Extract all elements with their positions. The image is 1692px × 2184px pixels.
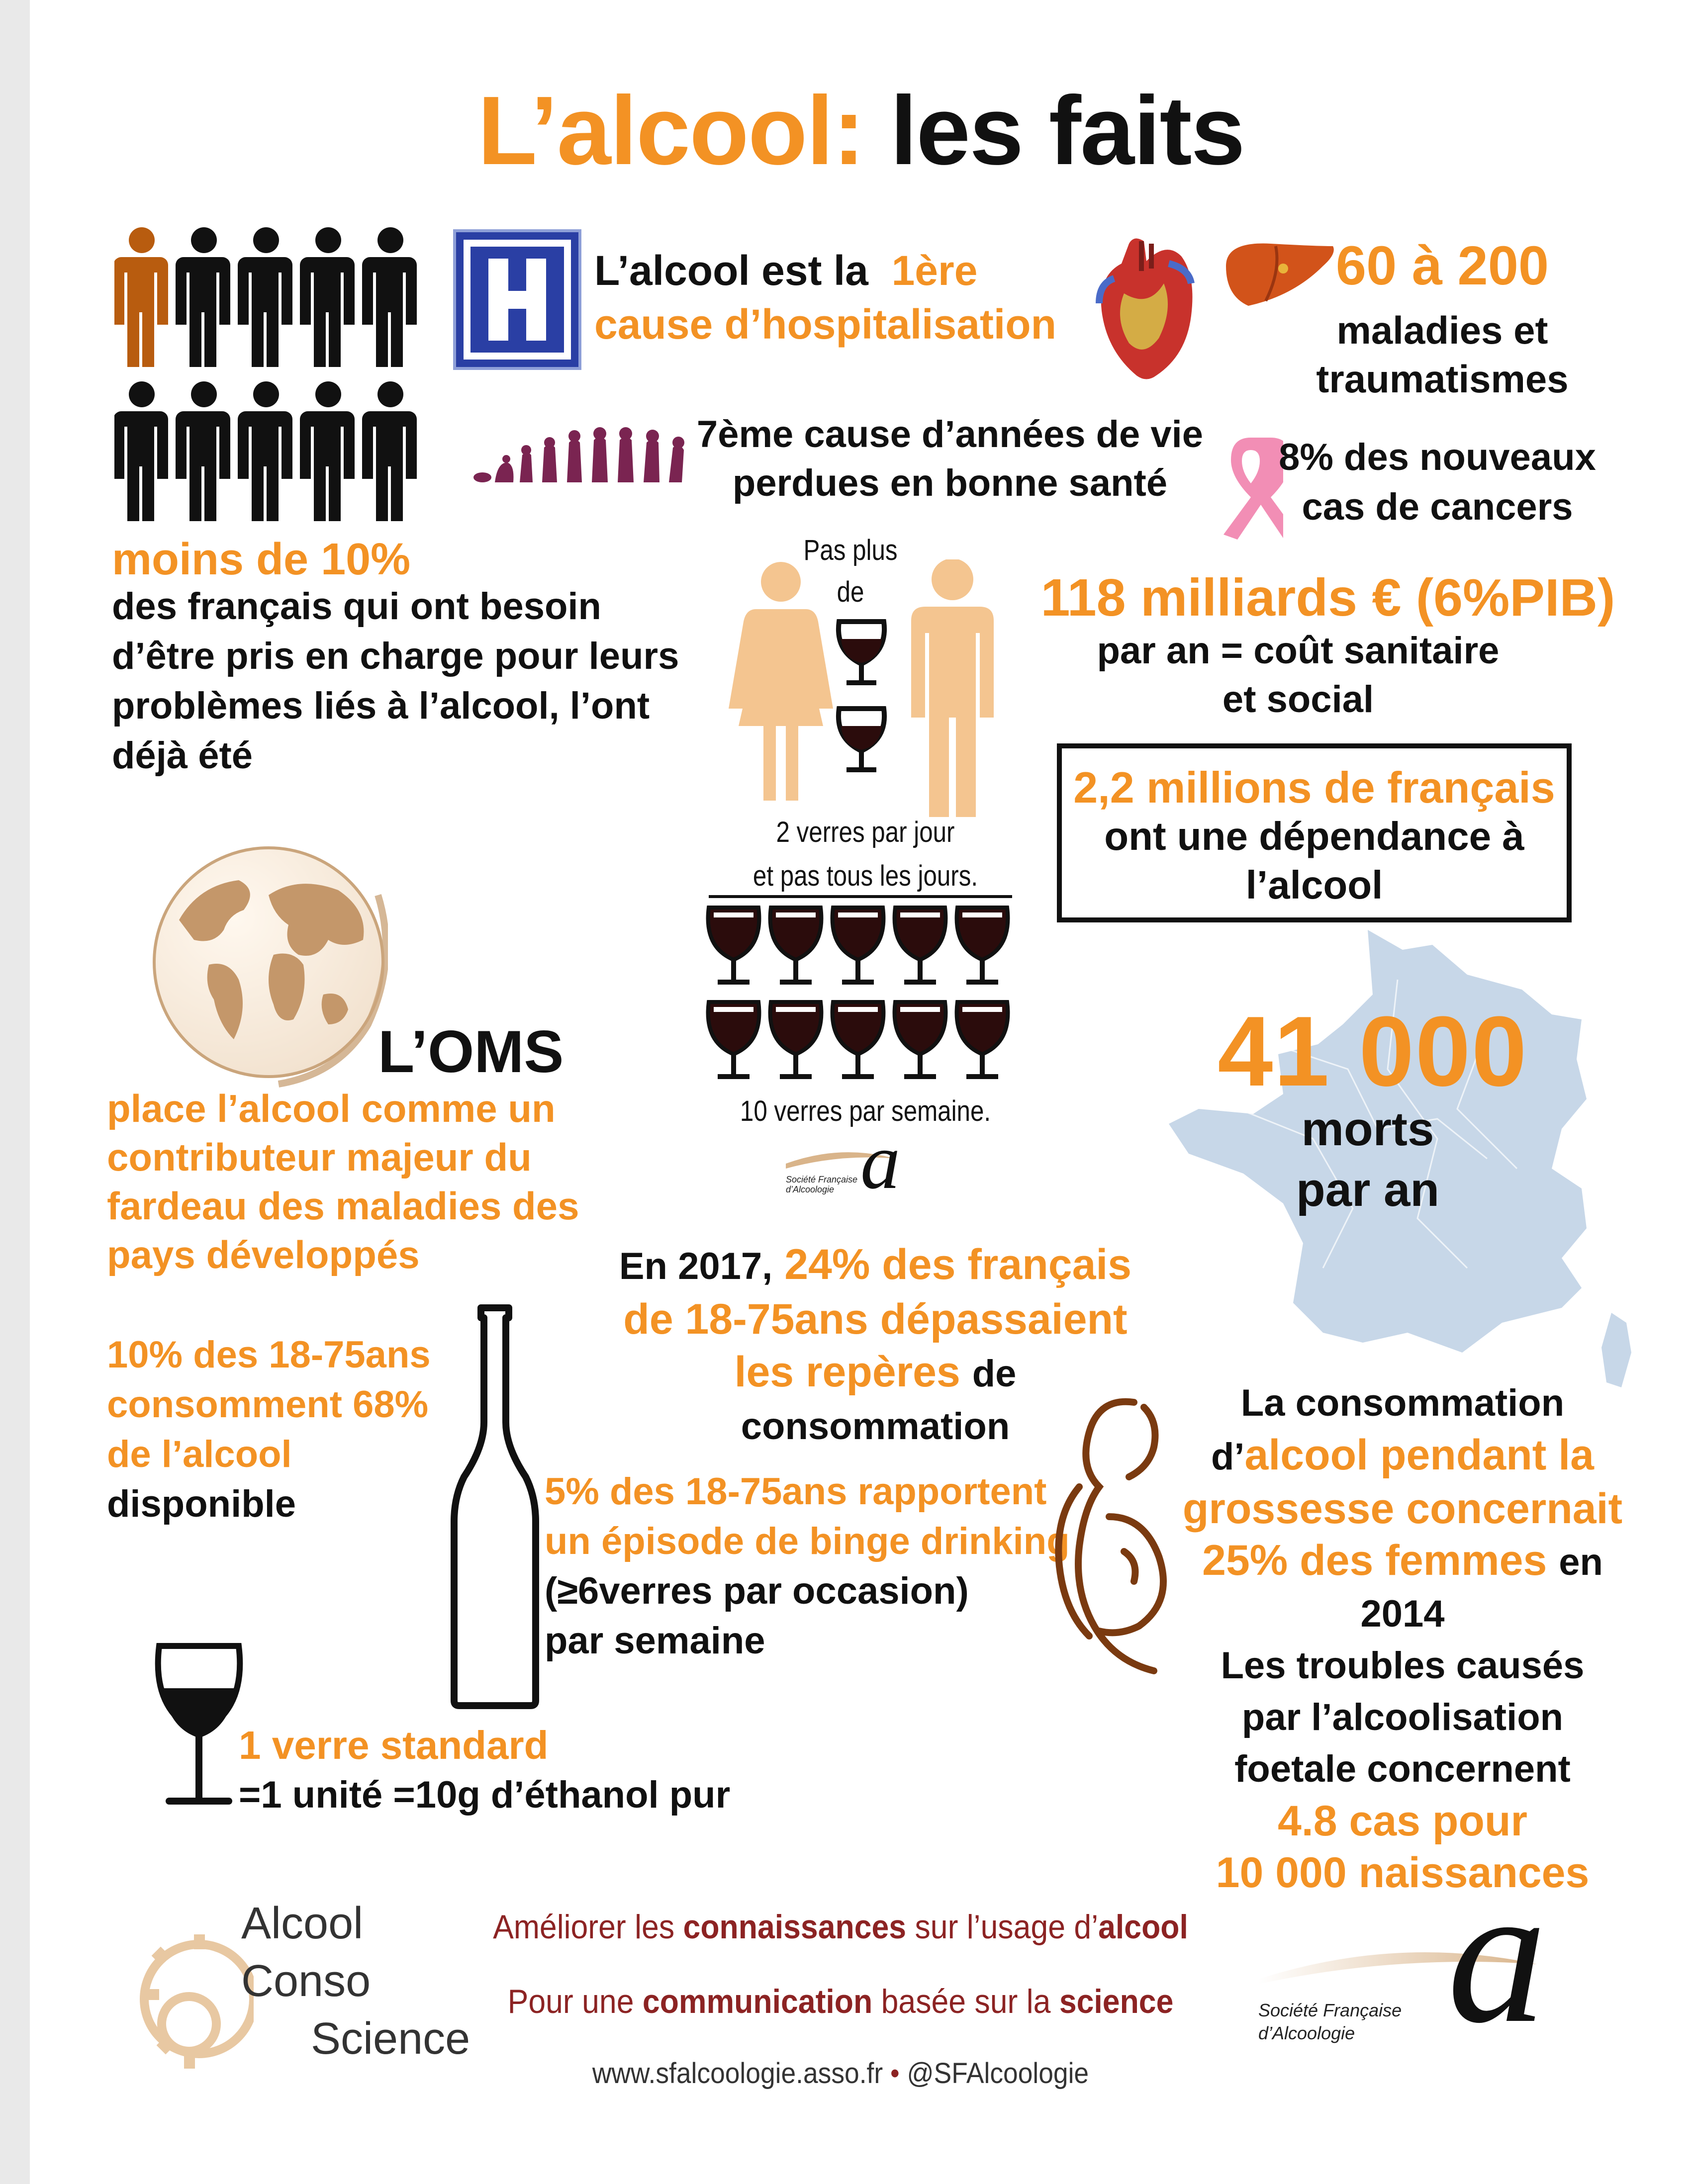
website-link[interactable]: www.sfalcoologie.asso.fr xyxy=(592,2057,883,2090)
tag2-b: communication xyxy=(642,1983,873,2020)
woman-man-glasses-icon xyxy=(724,559,1007,818)
cost-headline: 118 milliards € (6%PIB) xyxy=(1040,568,1615,627)
cost-line-2: et social xyxy=(1222,678,1374,721)
sfa-small-letter: a xyxy=(860,1117,900,1205)
tag2-d: science xyxy=(1059,1983,1174,2020)
hospital-line-1: L’alcool est la xyxy=(594,247,868,294)
diseases-range-text: 60 à 200 xyxy=(1335,235,1549,296)
care-line-2: d’être pris en charge pour leurs xyxy=(112,635,679,677)
pregnancy-prefix-2: d’ xyxy=(1211,1436,1245,1478)
consumption-text xyxy=(107,1330,431,1529)
deaths-line-1: morts xyxy=(1301,1102,1434,1156)
globe-icon xyxy=(149,835,388,1089)
diseases-range xyxy=(1303,234,1582,298)
reperes-prefix: En 2017, xyxy=(619,1245,773,1287)
cancer-line-1: 8% des nouveaux xyxy=(1279,436,1596,478)
life-years-text xyxy=(681,410,1219,508)
binge-text xyxy=(545,1467,1070,1666)
title-part-2: les faits xyxy=(890,76,1244,185)
guideline-divider xyxy=(709,895,1012,898)
guideline-bottom-1: 2 verres par jour xyxy=(776,816,955,848)
title-part-1: L’alcool: xyxy=(477,76,864,185)
consumption-line-1: 10% des 18-75ans xyxy=(107,1334,431,1376)
pregnancy-line-6: Les troubles causés xyxy=(1221,1644,1585,1687)
guideline-top-2: de xyxy=(837,576,864,608)
woman-figure xyxy=(729,562,833,801)
diseases-text xyxy=(1273,306,1611,403)
standard-wine-glass-icon xyxy=(149,1641,249,1815)
sfa-small-text-2: d’Alcoologie xyxy=(786,1184,835,1194)
standard-headline: 1 verre standard xyxy=(239,1723,549,1767)
page-title xyxy=(30,75,1692,186)
deaths-line-2: par an xyxy=(1296,1163,1440,1216)
hospital-text xyxy=(594,244,1056,351)
tag2-c: basée sur la xyxy=(881,1983,1051,2020)
footer-tagline-2 xyxy=(488,1979,1193,2024)
pregnancy-line-1: La consommation xyxy=(1240,1382,1565,1424)
hospital-icon xyxy=(453,229,582,370)
wine-bottle-icon xyxy=(445,1303,545,1716)
dependence-headline: 2,2 millions de français xyxy=(1073,763,1555,812)
binge-line-1: 5% des 18-75ans rapportent xyxy=(545,1470,1047,1513)
dependence-line-1: ont une dépendance à xyxy=(1104,814,1524,858)
evolution-silhouettes-icon xyxy=(472,420,696,485)
diseases-line-1: maladies et xyxy=(1336,308,1548,352)
hospital-line-2: cause d’hospitalisation xyxy=(594,301,1056,348)
oms-line-2: contributeur majeur du xyxy=(107,1135,532,1179)
tag2-a: Pour une xyxy=(507,1983,634,2020)
pregnancy-hl-10: 10 000 naissances xyxy=(1216,1849,1590,1897)
oms-line-4: pays développés xyxy=(107,1233,420,1276)
hospital-rank: 1ère xyxy=(891,247,978,294)
cost-line-1: par an = coût sanitaire xyxy=(1097,630,1500,672)
sfa-small-text-1: Société Française xyxy=(786,1175,858,1184)
reperes-hl-2: de 18-75ans dépassaient xyxy=(623,1295,1128,1343)
guideline-bottom-text xyxy=(739,811,992,898)
dependence-box xyxy=(1057,743,1572,922)
cancer-text xyxy=(1263,433,1611,532)
pregnancy-suffix-4: en xyxy=(1559,1541,1603,1583)
reperes-suffix: de xyxy=(972,1353,1017,1395)
sfa-text-1: Société Française xyxy=(1258,2000,1402,2020)
care-line-3: problèmes liés à l’alcool, l’ont xyxy=(112,685,650,727)
twitter-link[interactable]: @SFAlcoologie xyxy=(907,2057,1089,2090)
care-line-4: déjà été xyxy=(112,734,253,777)
infographic-page xyxy=(30,0,1692,2184)
standard-line-2: =1 unité =10g d’éthanol pur xyxy=(239,1774,731,1816)
reperes-hl-1: 24% des français xyxy=(784,1241,1132,1288)
ten-wine-glasses-icon xyxy=(704,903,1022,1092)
care-text xyxy=(112,582,679,781)
cost-text xyxy=(1049,627,1547,724)
consumption-line-3: de l’alcool xyxy=(107,1433,292,1475)
life-years-line-1: 7ème cause d’années de vie xyxy=(696,413,1204,455)
logo-line-3: Science xyxy=(311,2014,470,2064)
oms-title: L’OMS xyxy=(378,1018,564,1085)
sfa-text xyxy=(1258,1999,1402,2045)
tag1-c: sur l’usage d’ xyxy=(915,1908,1099,1946)
pregnancy-line-5: 2014 xyxy=(1360,1593,1445,1635)
reperes-line-4: consommation xyxy=(741,1405,1010,1448)
life-years-line-2: perdues en bonne santé xyxy=(732,462,1168,504)
sfa-letter: a xyxy=(1447,1844,1547,2064)
pregnancy-line-7: par l’alcoolisation xyxy=(1241,1696,1564,1738)
sfa-text-2: d’Alcoologie xyxy=(1258,2023,1355,2043)
man-figure xyxy=(911,559,994,817)
people-pictogram-icon xyxy=(114,226,438,535)
guideline-bottom-2: et pas tous les jours. xyxy=(752,860,978,892)
pregnancy-text xyxy=(1159,1377,1646,1899)
binge-line-4: par semaine xyxy=(545,1620,765,1662)
oms-line-3: fardeau des maladies des xyxy=(107,1184,579,1228)
sfa-small-logo xyxy=(776,1117,945,1205)
binge-line-2: un épisode de binge drinking xyxy=(545,1520,1070,1562)
tag1-a: Améliorer les xyxy=(493,1908,675,1946)
gear-logo-icon xyxy=(134,1914,254,2074)
oms-text xyxy=(107,1084,579,1279)
reperes-hl-3: les repères xyxy=(734,1348,960,1396)
pregnancy-hl-4: 25% des femmes xyxy=(1202,1537,1547,1584)
guideline-top-1: Pas plus xyxy=(803,534,898,566)
sfa-small-text xyxy=(786,1175,857,1194)
oms-line-1: place l’alcool comme un xyxy=(107,1087,556,1130)
diseases-line-2: traumatismes xyxy=(1316,357,1569,401)
pregnancy-hl-9: 4.8 cas pour xyxy=(1278,1797,1527,1845)
care-headline: moins de 10% xyxy=(112,535,411,584)
guideline-weekly: 10 verres par semaine. xyxy=(740,1095,991,1127)
logo-line-1: Alcool xyxy=(241,1899,364,1948)
pregnancy-hl-3: grossesse concernait xyxy=(1182,1485,1623,1533)
consumption-line-2: consomment 68% xyxy=(107,1383,429,1426)
care-line-1: des français qui ont besoin xyxy=(112,585,601,628)
pregnancy-hl-2: alcool pendant la xyxy=(1244,1431,1594,1479)
binge-line-3: (≥6verres par occasion) xyxy=(545,1570,969,1612)
dependence-line-2: l’alcool xyxy=(1245,863,1383,907)
consumption-line-4: disponible xyxy=(107,1483,296,1525)
cancer-line-2: cas de cancers xyxy=(1302,486,1573,528)
pregnancy-line-8: foetale concernent xyxy=(1234,1748,1571,1790)
deaths-number: 41 000 xyxy=(1218,996,1528,1107)
alcool-conso-science-logo-text xyxy=(241,1895,470,2068)
deaths-text xyxy=(1243,1099,1492,1220)
logo-line-2: Conso xyxy=(241,1956,371,2006)
heart-icon xyxy=(1094,234,1199,388)
footer-tagline-1 xyxy=(488,1905,1193,1949)
tag1-b: connaissances xyxy=(683,1908,907,1946)
tag1-d: alcool xyxy=(1098,1908,1188,1946)
footer-links xyxy=(488,2054,1193,2093)
footer-bullet: • xyxy=(890,2057,900,2090)
